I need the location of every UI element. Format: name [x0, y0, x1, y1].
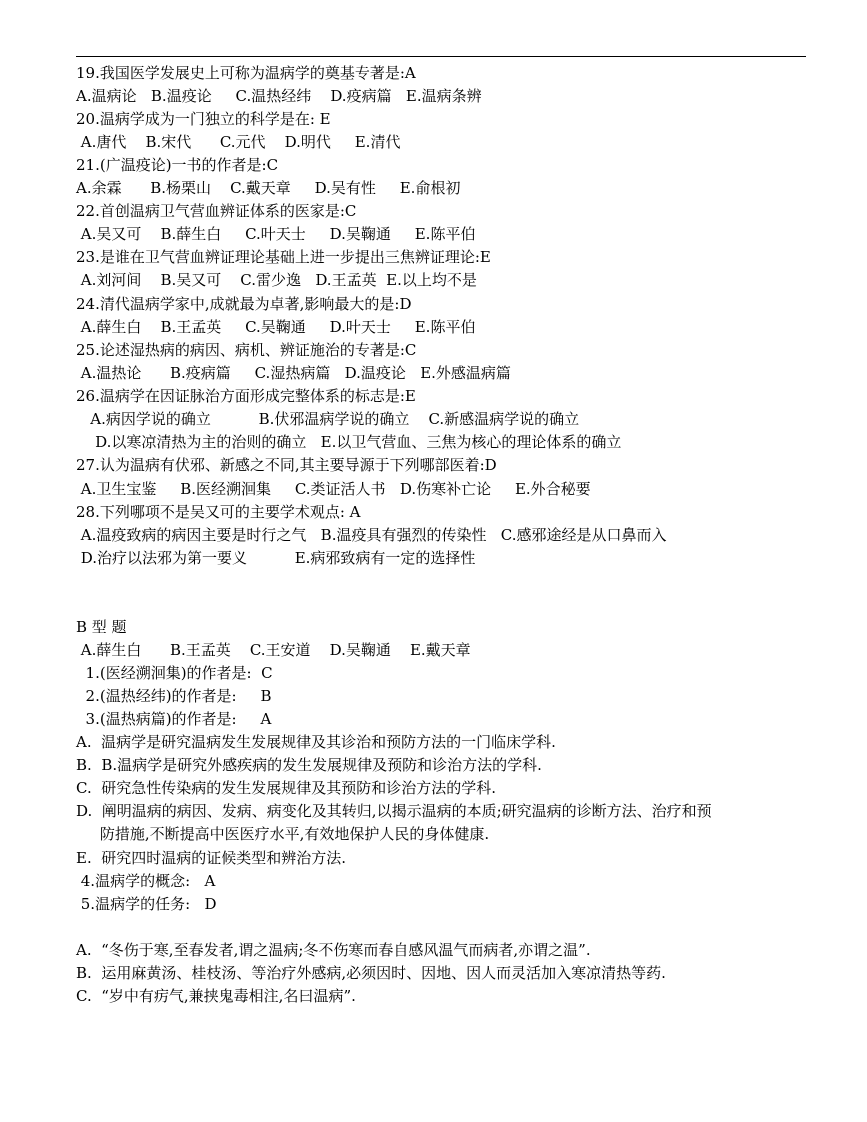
question-24: 24.清代温病学家中,成就最为卓著,影响最大的是:D [76, 295, 412, 313]
question-26: 26.温病学在因证脉治方面形成完整体系的标志是:E [76, 387, 416, 405]
quote-option-b: B. 运用麻黄汤、桂枝汤、等治疗外感病,必须因时、因地、因人而灵活加入寒凉清热等药. [76, 964, 666, 982]
options-24: A.薛生白 B.王孟英 C.吴鞠通 D.叶天士 E.陈平伯 [76, 318, 476, 336]
options-27: A.卫生宝鉴 B.医经溯洄集 C.类证活人书 D.伤寒补亡论 E.外合秘要 [76, 480, 591, 498]
def-option-a: A. 温病学是研究温病发生发展规律及其诊治和预防方法的一门临床学科. [76, 733, 556, 751]
question-19: 19.我国医学发展史上可称为温病学的奠基专著是:A [76, 64, 416, 82]
options-19: A.温病论 B.温疫论 C.温热经纬 D.疫病篇 E.温病条辨 [76, 87, 482, 105]
quote-option-a: A. “冬伤于寒,至春发者,谓之温病;冬不伤寒而春自感风温气而病者,亦谓之温”. [76, 941, 591, 959]
question-27: 27.认为温病有伏邪、新感之不同,其主要导源于下列哪部医着:D [76, 456, 497, 474]
b-question-4: 4.温病学的概念: A [76, 872, 216, 890]
def-option-b: B. B.温病学是研究外感疾病的发生发展规律及预防和诊治方法的学科. [76, 756, 542, 774]
options-28-row2: D.治疗以法邪为第一要义 E.病邪致病有一定的选择性 [76, 549, 476, 567]
b-question-1: 1.(医经溯洄集)的作者是: C [76, 664, 273, 682]
def-option-c: C. 研究急性传染病的发生发展规律及其预防和诊治方法的学科. [76, 779, 497, 797]
options-28-row1: A.温疫致病的病因主要是时行之气 B.温疫具有强烈的传染性 C.感邪途经是从口鼻而入 [76, 526, 667, 544]
section-b-heading: B 型 题 [76, 618, 127, 636]
top-rule [76, 56, 806, 57]
options-20: A.唐代 B.宋代 C.元代 D.明代 E.清代 [76, 133, 401, 151]
options-21: A.余霖 B.杨栗山 C.戴天章 D.吴有性 E.俞根初 [76, 179, 461, 197]
options-26-row2: D.以寒凉清热为主的治则的确立 E.以卫气营血、三焦为核心的理论体系的确立 [76, 433, 622, 451]
options-23: A.刘河间 B.吴又可 C.雷少逸 D.王孟英 E.以上均不是 [76, 271, 477, 289]
def-option-e: E. 研究四时温病的证候类型和辨治方法. [76, 849, 347, 867]
b-question-5: 5.温病学的任务: D [76, 895, 217, 913]
question-21: 21.(广温疫论)一书的作者是:C [76, 156, 279, 174]
options-26-row1: A.病因学说的确立 B.伏邪温病学说的确立 C.新感温病学说的确立 [76, 410, 580, 428]
def-option-d: D. 阐明温病的病因、发病、病变化及其转归,以揭示温病的本质;研究温病的诊断方法、治疗和预 [76, 802, 712, 820]
quote-option-c: C. “岁中有疠气,兼挟鬼毒相注,名曰温病”. [76, 987, 356, 1005]
def-option-d-cont: 防措施,不断提高中医医疗水平,有效地保护人民的身体健康. [76, 825, 490, 843]
question-23: 23.是谁在卫气营血辨证理论基础上进一步提出三焦辨证理论:E [76, 248, 491, 266]
b-options: A.薛生白 B.王孟英 C.王安道 D.吴鞠通 E.戴天章 [76, 641, 471, 659]
question-22: 22.首创温病卫气营血辨证体系的医家是:C [76, 202, 357, 220]
b-question-3: 3.(温热病篇)的作者是: A [76, 710, 272, 728]
question-20: 20.温病学成为一门独立的科学是在: E [76, 110, 331, 128]
options-25: A.温热论 B.疫病篇 C.湿热病篇 D.温疫论 E.外感温病篇 [76, 364, 511, 382]
options-22: A.吴又可 B.薛生白 C.叶天士 D.吴鞠通 E.陈平伯 [76, 225, 476, 243]
b-question-2: 2.(温热经纬)的作者是: B [76, 687, 272, 705]
question-25: 25.论述湿热病的病因、病机、辨证施治的专著是:C [76, 341, 417, 359]
question-28: 28.下列哪项不是吴又可的主要学术观点: A [76, 503, 361, 521]
